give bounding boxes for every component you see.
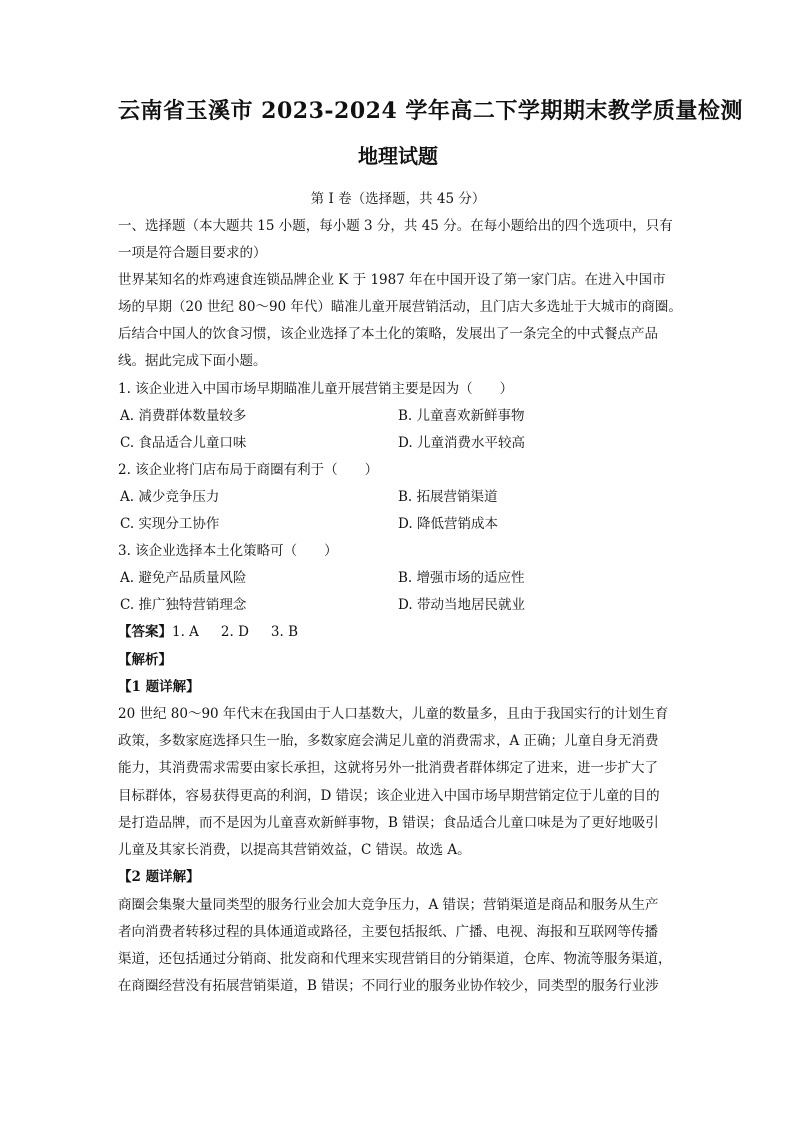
question-stem: 3. 该企业选择本土化策略可（ ） bbox=[118, 543, 338, 560]
question-3 bbox=[118, 538, 678, 619]
detail-line: 商圈会集聚大量同类型的服务行业会加大竞争压力，A 错误；营销渠道是商品和服务从生产 bbox=[118, 896, 659, 913]
document-subtitle: 地理试题 bbox=[358, 144, 438, 168]
detail-line: 目标群体，容易获得更高的利润，D 错误；该企业进入中国市场早期营销定位于儿童的目的 bbox=[118, 787, 660, 804]
document-page bbox=[118, 88, 743, 1001]
question-stem: 1. 该企业进入中国市场早期瞄准儿童开展营销主要是因为（ ） bbox=[118, 380, 514, 397]
option-a: A. 消费群体数量较多 bbox=[120, 407, 247, 424]
option-row bbox=[118, 403, 678, 430]
detail-1 bbox=[118, 674, 678, 865]
section-heading: 第 I 卷（选择题，共 45 分） bbox=[310, 191, 486, 207]
detail-label: 【1 题详解】 bbox=[118, 678, 200, 695]
document-title: 云南省玉溪市 2023-2024 学年高二下学期期末教学质量检测 bbox=[118, 98, 743, 124]
detail-line: 是打造品牌，而不是因为儿童喜欢新鲜事物，B 错误；食品适合儿童口味是为了更好地吸引 bbox=[118, 814, 659, 831]
question-stem: 2. 该企业将门店布局于商圈有利于（ ） bbox=[118, 461, 379, 478]
option-d: D. 降低营销成本 bbox=[398, 516, 498, 533]
instruction-line: 一、选择题（本大题共 15 小题，每小题 3 分，共 45 分。在每小题给出的四个选项中，只有 bbox=[118, 218, 673, 234]
detail-line: 在商圈经营没有拓展营销渠道，B 错误；不同行业的服务业协作较少，同类型的服务行业涉 bbox=[118, 978, 659, 995]
passage-line: 场的早期（20 世纪 80～90 年代）瞄准儿童开展营销活动，且门店大多选址于大城市的商圈。 bbox=[118, 299, 682, 316]
answer-item: 2. D bbox=[220, 624, 249, 641]
question-1 bbox=[118, 376, 678, 457]
option-b: B. 儿童喜欢新鲜事物 bbox=[398, 407, 525, 424]
option-row bbox=[118, 430, 678, 457]
passage-line: 线。据此完成下面小题。 bbox=[118, 353, 267, 370]
instruction-line: 一项是符合题目要求的） bbox=[118, 245, 267, 262]
instructions bbox=[118, 213, 678, 267]
option-a: A. 避免产品质量风险 bbox=[120, 570, 247, 587]
reading-passage bbox=[118, 267, 682, 375]
detail-line: 能力，其消费需求需要由家长承担，这就将另外一批消费者群体绑定了进来，进一步扩大了 bbox=[118, 760, 658, 777]
question-2 bbox=[118, 457, 678, 538]
option-row bbox=[118, 592, 678, 619]
option-row bbox=[118, 565, 678, 592]
option-d: D. 带动当地居民就业 bbox=[398, 597, 525, 614]
analysis-label: 【解析】 bbox=[118, 651, 172, 668]
option-a: A. 减少竞争压力 bbox=[120, 488, 220, 505]
detail-line: 渠道，还包括通过分销商、批发商和代理来实现营销目的分销渠道，仓库、物流等服务渠道， bbox=[118, 951, 672, 968]
answer-item: 3. B bbox=[270, 624, 299, 641]
option-row bbox=[118, 511, 678, 538]
detail-line: 儿童及其家长消费，以提高其营销效益，C 错误。故选 A。 bbox=[118, 842, 471, 859]
option-b: B. 增强市场的适应性 bbox=[398, 570, 525, 587]
option-b: B. 拓展营销渠道 bbox=[398, 488, 498, 505]
answer-item: 1. A bbox=[172, 624, 199, 641]
detail-line: 20 世纪 80～90 年代末在我国由于人口基数大，儿童的数量多，且由于我国实行的计划生育 bbox=[118, 705, 669, 722]
option-d: D. 儿童消费水平较高 bbox=[398, 434, 525, 451]
detail-line: 政策，多数家庭选择只生一胎，多数家庭会满足儿童的消费需求，A 正确；儿童自身无消费 bbox=[118, 732, 659, 749]
detail-line: 者向消费者转移过程的具体通道或路径，主要包括报纸、广播、电视、海报和互联网等传播 bbox=[118, 923, 658, 940]
option-c: C. 推广独特营销理念 bbox=[120, 597, 247, 614]
answer-line bbox=[118, 619, 678, 646]
passage-line: 世界某知名的炸鸡速食连锁品牌企业 K 于 1987 年在中国开设了第一家门店。在进入中国市 bbox=[118, 272, 666, 289]
option-c: C. 实现分工协作 bbox=[120, 516, 220, 533]
detail-2 bbox=[118, 864, 678, 1000]
passage-line: 后结合中国人的饮食习惯，该企业选择了本土化的策略，发展出了一条完全的中式餐点产品 bbox=[118, 326, 658, 343]
option-row bbox=[118, 484, 678, 511]
answer-label: 【答案】 bbox=[118, 624, 172, 641]
detail-label: 【2 题详解】 bbox=[118, 869, 200, 886]
option-c: C. 食品适合儿童口味 bbox=[120, 434, 247, 451]
